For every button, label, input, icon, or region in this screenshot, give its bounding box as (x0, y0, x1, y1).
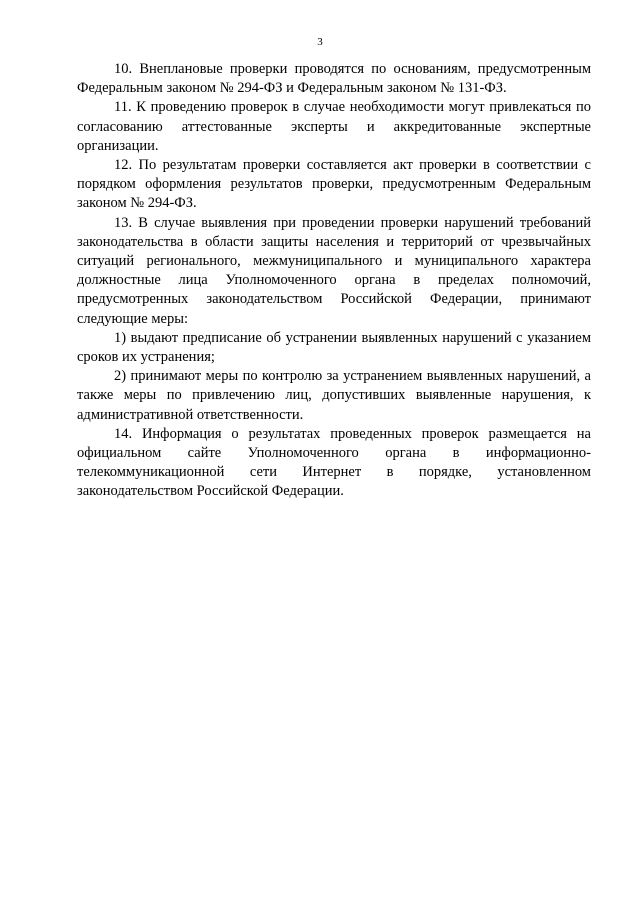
paragraph-13-item-1: 1) выдают предписание об устранении выявленных нарушений с указанием сроков их устранения; (77, 329, 591, 366)
page-number: 3 (317, 36, 323, 48)
paragraph-13: 13. В случае выявления при проведении проверки нарушений требований законодательства в области защиты населения и территорий от чрезвычайных ситуаций регионального, межмуниципального и муниципального характера должностные лица Уполномоченного органа в пределах полномочий, предусмотренных законодательством Российской Федерации, принимают следующие меры: (77, 214, 591, 327)
document-body (77, 60, 591, 502)
paragraph-14: 14. Информация о результатах проведенных проверок размещается на официальном сайте Уполномоченного органа в информационно-телекоммуникационной сети Интернет в порядке, установленном законодательством Российской Федерации. (77, 425, 591, 500)
paragraph-10: 10. Внеплановые проверки проводятся по основаниям, предусмотренным Федеральным законом № 294-ФЗ и Федеральным законом № 131-ФЗ. (77, 61, 591, 97)
paragraph-11: 11. К проведению проверок в случае необходимости могут привлекаться по согласованию аттестованные эксперты и аккредитованные экспертные организации. (77, 99, 591, 154)
paragraph-13-item-2: 2) принимают меры по контролю за устранением выявленных нарушений, а также меры по привлечению лиц, допустивших выявленные нарушения, к административной ответственности. (77, 368, 591, 423)
paragraph-12: 12. По результатам проверки составляется акт проверки в соответствии с порядком оформления результатов проверки, предусмотренным Федеральным законом № 294-ФЗ. (77, 157, 591, 212)
